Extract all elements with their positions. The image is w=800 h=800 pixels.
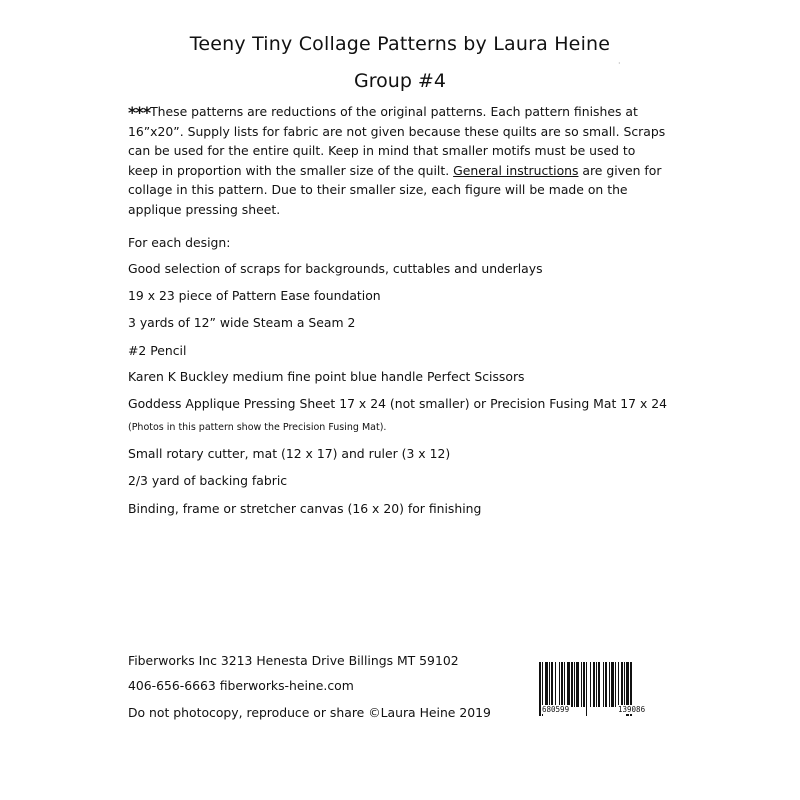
supply-note: (Photos in this pattern show the Precision Fusing Mat). — [128, 422, 387, 433]
barcode-bar — [586, 662, 587, 716]
barcode — [537, 661, 674, 719]
barcode-bar — [561, 662, 563, 707]
barcode-bar — [624, 662, 625, 707]
supply-item: Karen K Buckley medium fine point blue handle Perfect Scissors — [128, 369, 525, 384]
stray-mark: · — [618, 59, 621, 68]
barcode-left-number: 680599 — [542, 705, 570, 714]
supply-item: #2 Pencil — [128, 343, 187, 358]
supply-item: Goddess Applique Pressing Sheet 17 x 24 (not smaller) or Precision Fusing Mat 17 x 24 — [128, 396, 667, 411]
barcode-bar — [581, 662, 582, 707]
barcode-bar — [609, 662, 610, 707]
asterisk-marker: *** — [128, 103, 151, 122]
barcode-bar — [545, 662, 548, 707]
barcode-bar — [590, 662, 591, 707]
barcode-bar — [618, 662, 619, 707]
supply-item: 19 x 23 piece of Pattern Ease foundation — [128, 288, 381, 303]
general-instructions-link: General instructions — [453, 162, 579, 178]
barcode-bar — [574, 662, 575, 707]
supply-item: 2/3 yard of backing fabric — [128, 473, 288, 488]
supply-item: Good selection of scraps for backgrounds, cuttables and underlays — [128, 261, 543, 276]
barcode-bar — [583, 662, 585, 707]
intro-text-end: are given for collage in this pattern. Due to their smaller size, each figure will be made on the applique pressing sheet. — [128, 162, 662, 217]
barcode-bar — [596, 662, 597, 707]
barcode-bar — [593, 662, 595, 707]
barcode-bar — [576, 662, 579, 707]
copyright-notice: Do not photocopy, reproduce or share ©Laura Heine 2019 — [128, 705, 491, 720]
supply-item: Binding, frame or stretcher canvas (16 x 20) for finishing — [128, 501, 482, 516]
supply-heading: For each design: — [128, 235, 231, 250]
company-address: Fiberworks Inc 3213 Henesta Drive Billings MT 59102 — [128, 653, 459, 668]
supply-item: 3 yards of 12” wide Steam a Seam 2 — [128, 315, 356, 330]
barcode-bar — [559, 662, 560, 707]
intro-text-start: These patterns are reductions of the original patterns. Each pattern finishes at 16”x20”. Supply lists for fabric are not given because these quilts are so small. Scraps can be used for the entire quilt. Keep in mind that smaller motifs must be used to keep in proportion with the smaller size of the quilt. — [128, 104, 666, 178]
barcode-bar — [555, 662, 556, 707]
intro-paragraph — [128, 101, 668, 219]
barcode-bar — [621, 662, 623, 707]
page-title: Teeny Tiny Collage Patterns by Laura Heine — [189, 33, 611, 55]
company-contact: 406-656-6663 fiberworks-heine.com — [128, 678, 354, 693]
barcode-right-number: 139086 — [618, 705, 646, 714]
supply-item: Small rotary cutter, mat (12 x 17) and ruler (3 x 12) — [128, 446, 451, 461]
barcode-bar — [603, 662, 604, 707]
barcode-bar — [598, 662, 600, 707]
barcode-bar — [551, 662, 553, 707]
barcode-bar — [567, 662, 570, 707]
barcode-bar — [571, 662, 573, 707]
page-subtitle: Group #4 — [354, 70, 446, 92]
barcode-bar — [549, 662, 550, 707]
barcode-bar — [615, 662, 616, 707]
barcode-bar — [564, 662, 565, 707]
barcode-bar — [611, 662, 614, 707]
barcode-bar — [605, 662, 607, 707]
